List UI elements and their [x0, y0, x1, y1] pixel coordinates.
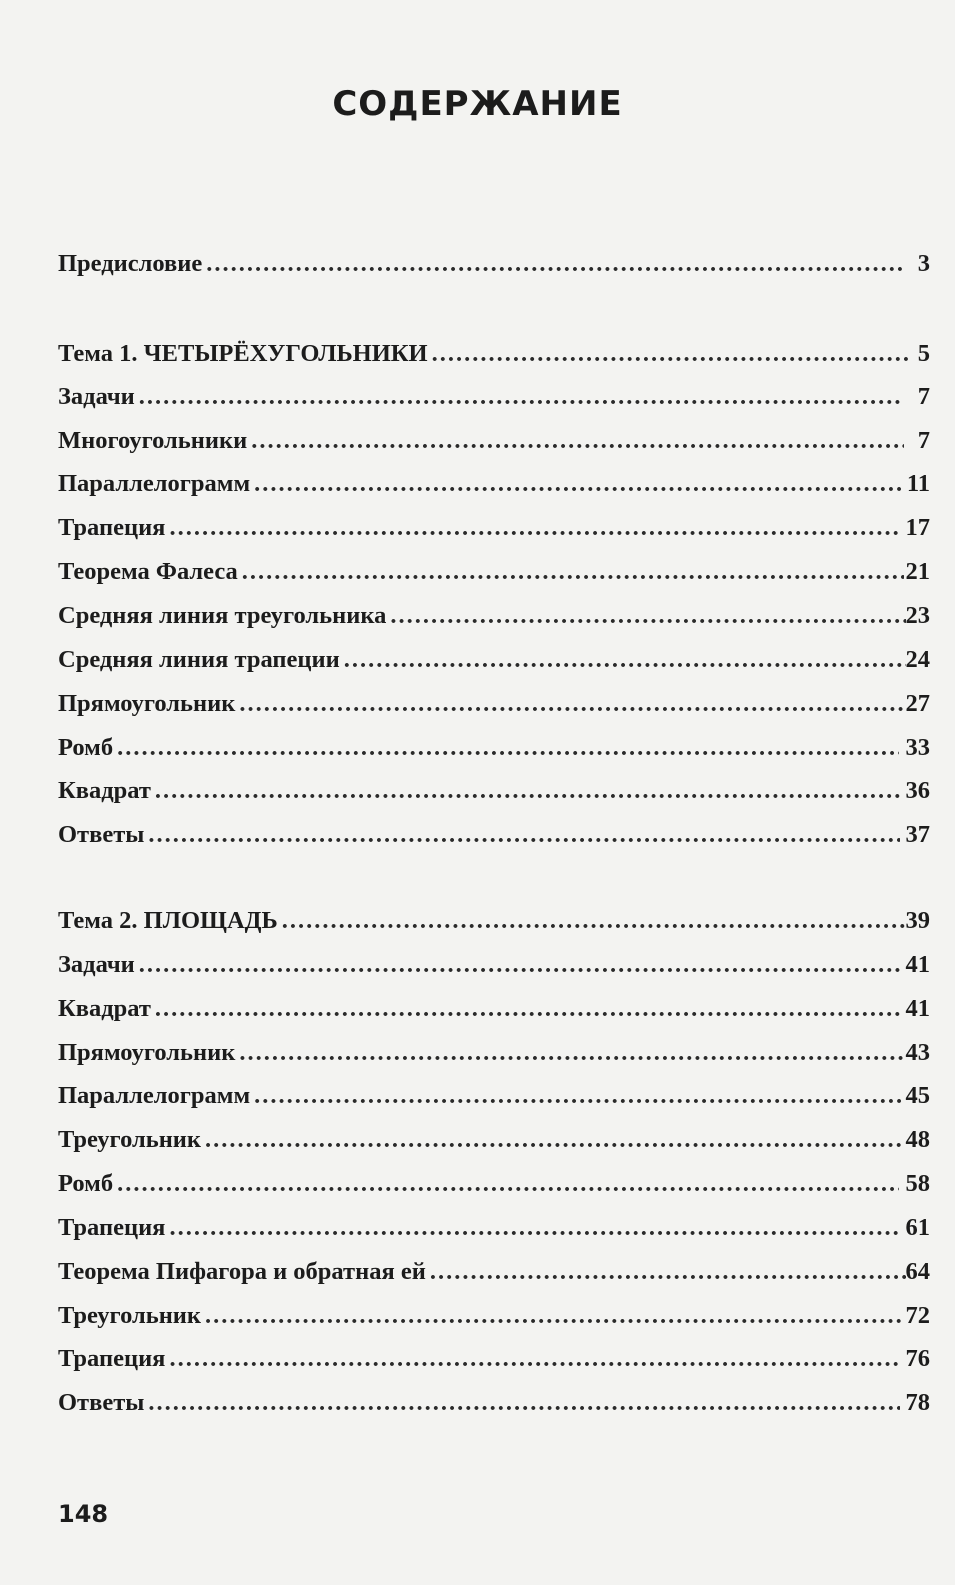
dot-leader: [206, 244, 902, 284]
toc-entry-page: 37: [905, 821, 930, 848]
dot-leader: [239, 1033, 903, 1073]
toc-entry-page: 11: [906, 470, 930, 497]
toc-entry-label: Ответы: [58, 821, 145, 848]
toc-entry: [58, 421, 930, 461]
toc-entry-label: Параллелограмм: [58, 470, 251, 497]
toc-entry-label: Параллелограмм: [58, 1082, 251, 1109]
toc-entry-page: 41: [905, 951, 930, 978]
toc-entry: [58, 508, 930, 548]
toc-entry-preface: [58, 244, 930, 284]
page-title: СОДЕРЖАНИЕ: [332, 84, 623, 124]
toc-topic-heading: [58, 901, 930, 941]
toc-entry: [58, 640, 930, 680]
dot-leader: [282, 901, 905, 941]
toc-entry: [58, 1033, 930, 1073]
toc-entry-label: Средняя линия трапеции: [58, 646, 340, 673]
dot-leader: [117, 1164, 899, 1204]
dot-leader: [239, 684, 903, 724]
toc-entry-page: 27: [905, 690, 930, 717]
toc-entry: [58, 1383, 930, 1423]
toc-entry-label: Предисловие: [58, 250, 203, 277]
toc-entry-page: 61: [905, 1214, 930, 1241]
toc-entry-label: Прямоугольник: [58, 690, 236, 717]
toc-entry-label: Многоугольники: [58, 427, 248, 454]
toc-entry-page: 45: [905, 1082, 930, 1109]
dot-leader: [169, 1339, 900, 1379]
toc-entry: [58, 1120, 930, 1160]
toc-entry-page: 5: [917, 340, 930, 367]
toc-entry-label: Трапеция: [58, 1345, 166, 1372]
toc-entry-label: Квадрат: [58, 995, 151, 1022]
toc-entry-label: Трапеция: [58, 1214, 166, 1241]
dot-leader: [390, 596, 905, 636]
toc-entry-page: 3: [917, 250, 930, 277]
toc-entry-page: 21: [905, 558, 930, 585]
toc-entry-label: Квадрат: [58, 777, 151, 804]
page-number: 148: [58, 1500, 109, 1528]
dot-leader: [139, 945, 900, 985]
toc-entry: [58, 552, 930, 592]
toc-entry: [58, 596, 930, 636]
toc-entry-label: Средняя линия треугольника: [58, 602, 387, 629]
toc-entry-page: 7: [917, 383, 930, 410]
dot-leader: [242, 552, 904, 592]
toc-entry-page: 43: [905, 1039, 930, 1066]
toc-entry: [58, 684, 930, 724]
toc-entry-page: 17: [905, 514, 930, 541]
toc-entry-page: 36: [905, 777, 930, 804]
toc-entry: [58, 989, 930, 1029]
toc-entry: [58, 1208, 930, 1248]
toc-topic-heading: [58, 334, 930, 374]
toc-entry-label: Задачи: [58, 951, 135, 978]
toc-entry-label: Прямоугольник: [58, 1039, 236, 1066]
toc-entry-label: Тема 1. ЧЕТЫРЁХУГОЛЬНИКИ: [58, 340, 428, 367]
dot-leader: [254, 464, 904, 504]
dot-leader: [251, 421, 904, 461]
dot-leader: [117, 728, 899, 768]
toc-entry-label: Ответы: [58, 1389, 145, 1416]
toc-entry: [58, 771, 930, 811]
dot-leader: [139, 377, 900, 417]
dot-leader: [205, 1296, 902, 1336]
toc-entry-label: Теорема Пифагора и обратная ей: [58, 1258, 426, 1285]
dot-leader: [254, 1076, 904, 1116]
toc-entry-page: 48: [905, 1126, 930, 1153]
toc-entry-page: 72: [905, 1302, 930, 1329]
toc-entry-page: 23: [905, 602, 930, 629]
dot-leader: [205, 1120, 902, 1160]
dot-leader: [344, 640, 906, 680]
dot-leader: [169, 1208, 900, 1248]
toc-entry-label: Ромб: [58, 734, 114, 761]
toc-entry-label: Треугольник: [58, 1126, 202, 1153]
toc-entry-page: 64: [905, 1258, 930, 1285]
dot-leader: [169, 508, 900, 548]
dot-leader: [148, 1383, 900, 1423]
toc-entry-label: Трапеция: [58, 514, 166, 541]
toc-entry: [58, 1339, 930, 1379]
toc-entry-label: Теорема Фалеса: [58, 558, 238, 585]
toc-entry-label: Задачи: [58, 383, 135, 410]
toc-entry: [58, 377, 930, 417]
toc-entry-label: Треугольник: [58, 1302, 202, 1329]
toc-entry-page: 76: [905, 1345, 930, 1372]
toc-entry-page: 78: [905, 1389, 930, 1416]
toc-entry: [58, 1164, 930, 1204]
toc-entry-page: 33: [905, 734, 930, 761]
toc-entry: [58, 945, 930, 985]
toc-entry-page: 7: [917, 427, 930, 454]
dot-leader: [155, 771, 900, 811]
toc-entry: [58, 1296, 930, 1336]
toc-entry: [58, 1076, 930, 1116]
toc-entry-page: 39: [905, 907, 930, 934]
dot-leader: [430, 1252, 906, 1292]
toc-entry: [58, 815, 930, 855]
toc-entry: [58, 464, 930, 504]
dot-leader: [148, 815, 900, 855]
toc-entry-page: 41: [905, 995, 930, 1022]
dot-leader: [155, 989, 900, 1029]
dot-leader: [432, 334, 911, 374]
toc-entry-page: 58: [905, 1170, 930, 1197]
toc-entry: [58, 1252, 930, 1292]
toc-entry: [58, 728, 930, 768]
toc-entry-page: 24: [905, 646, 930, 673]
toc-entry-label: Тема 2. ПЛОЩАДЬ: [58, 907, 278, 934]
toc-entry-label: Ромб: [58, 1170, 114, 1197]
